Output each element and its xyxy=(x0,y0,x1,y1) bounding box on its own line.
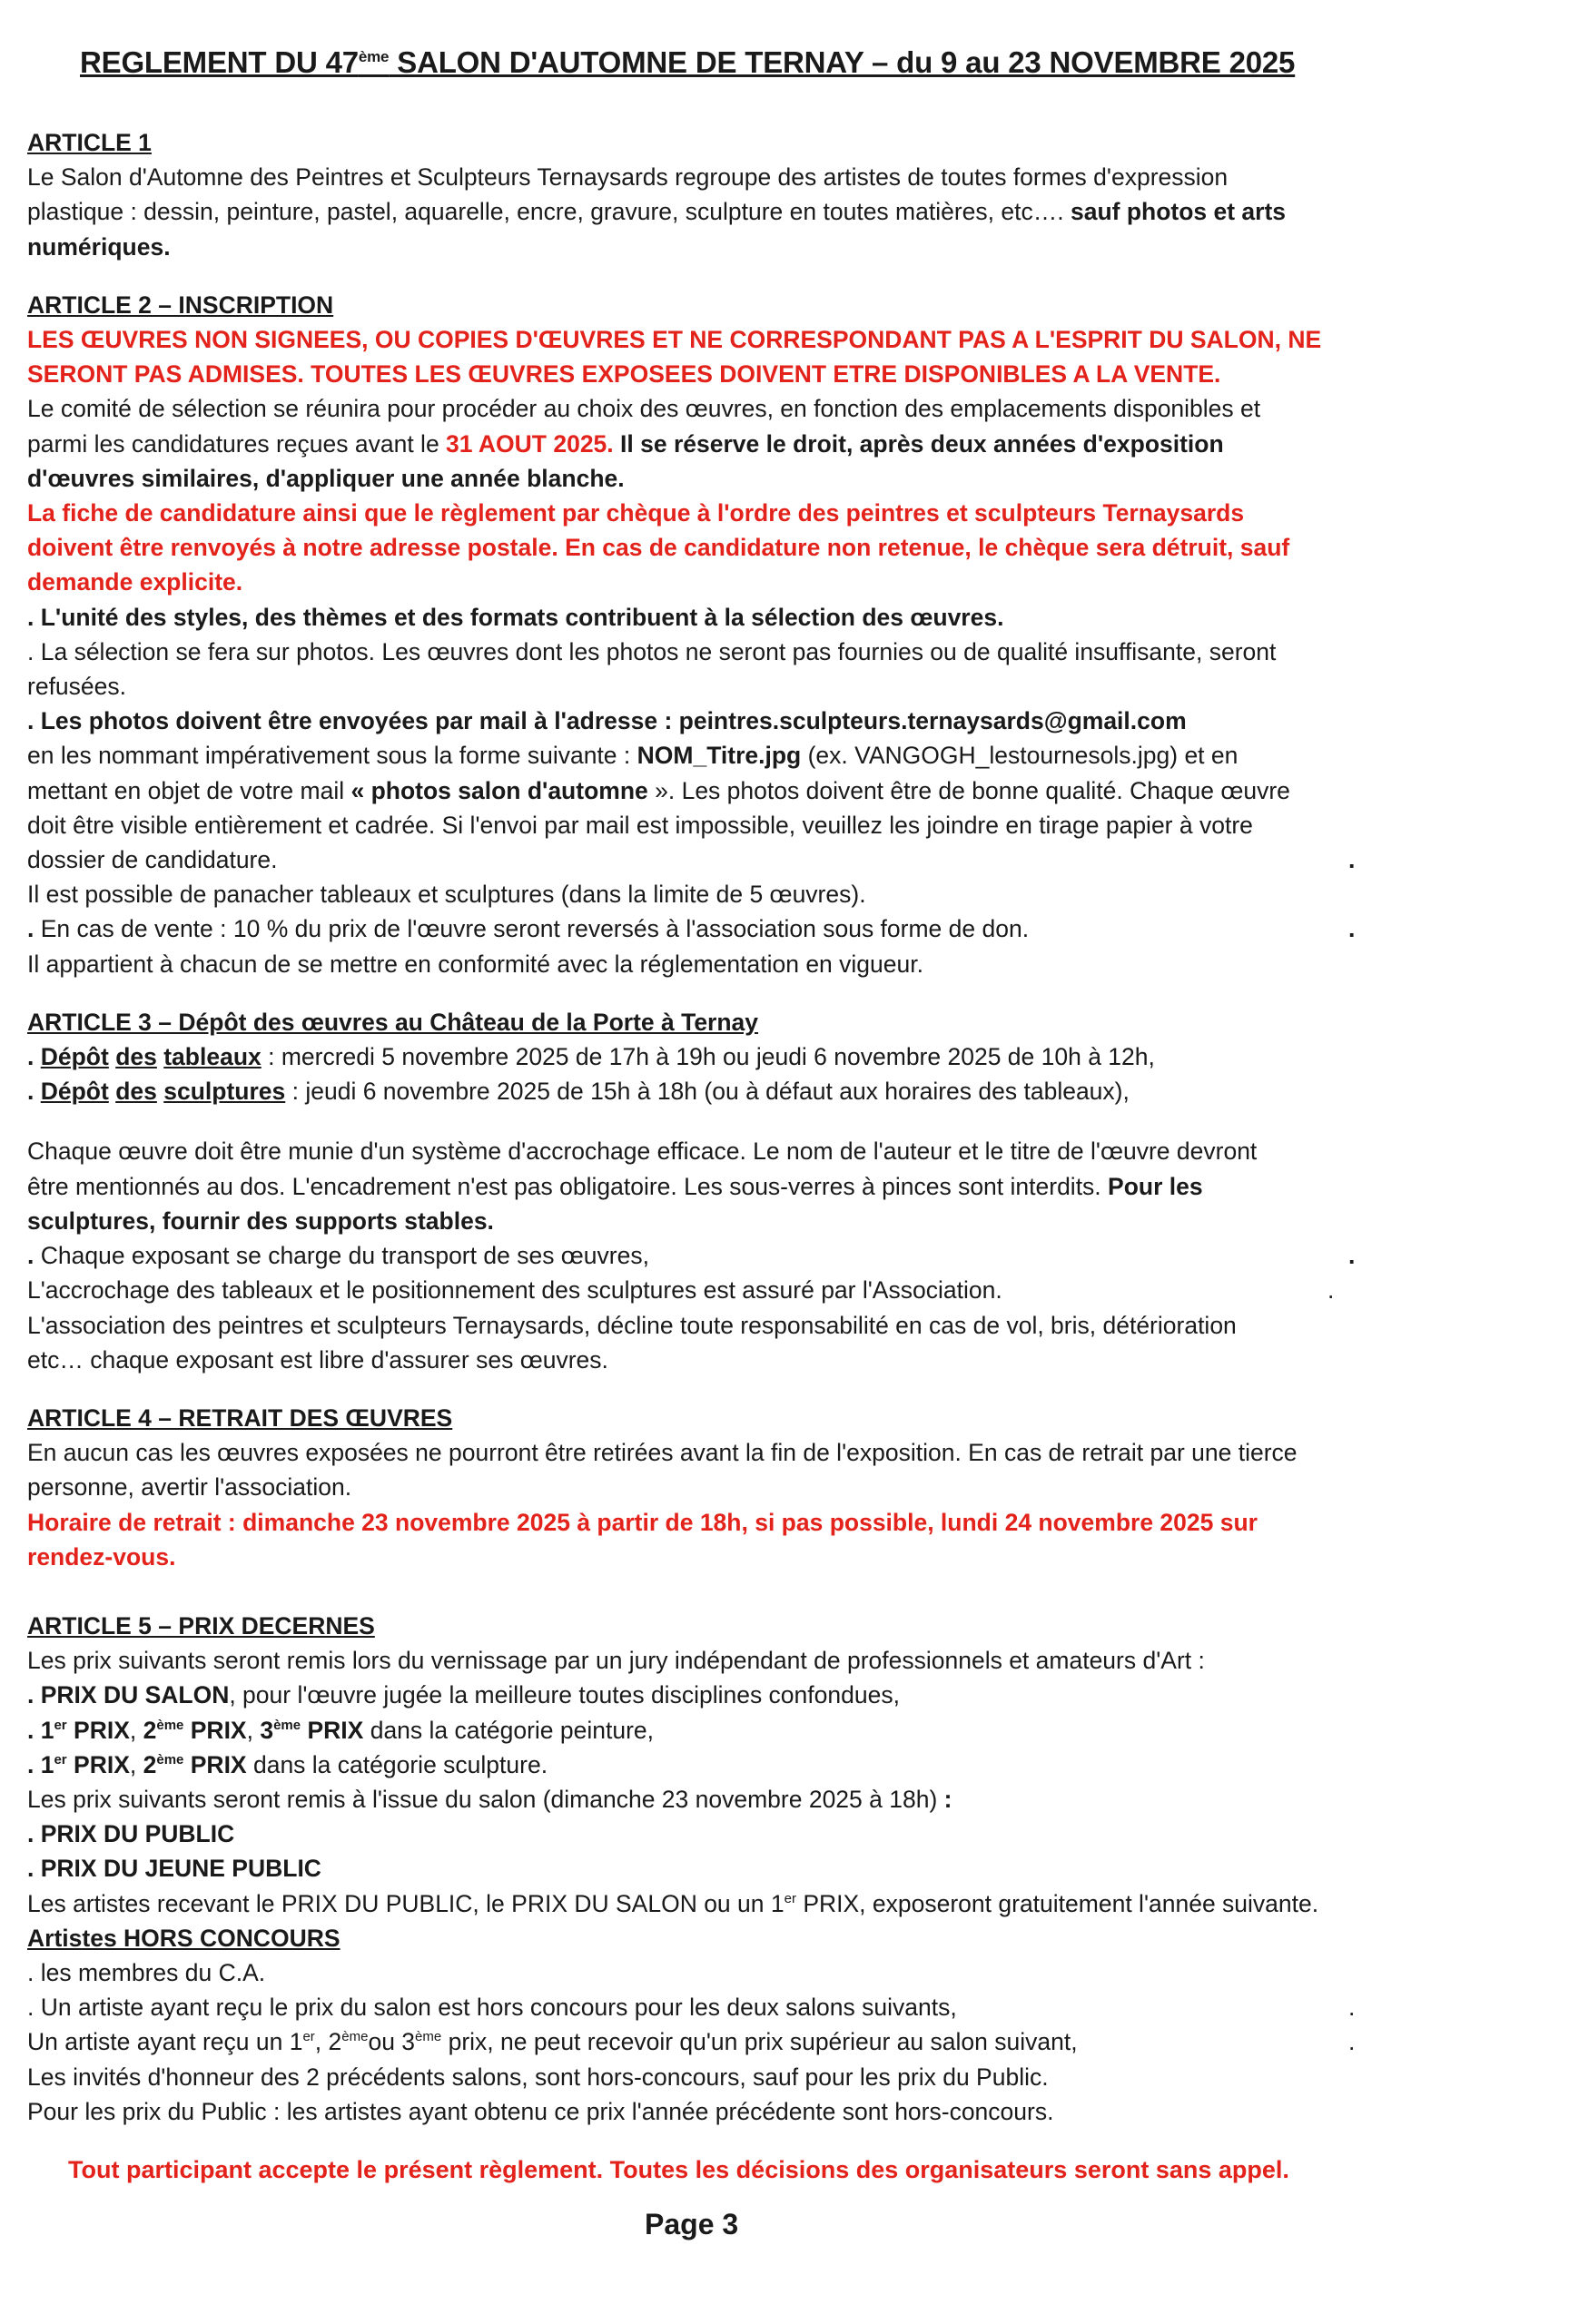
article-4-warning: rendez-vous. xyxy=(27,1542,176,1571)
article-2-warning: SERONT PAS ADMISES. TOUTES LES ŒUVRES EXPOSEES DOIVENT ETRE DISPONIBLES A LA VENTE. xyxy=(27,360,1221,389)
regulation-body xyxy=(27,125,1371,2129)
article-2-text: parmi les candidatures reçues avant le 31 AOUT 2025. Il se réserve le droit, après deux années d'exposition xyxy=(27,429,1224,458)
article-5-text: Les prix suivants seront remis à l'issue du salon (dimanche 23 novembre 2025 à 18h) : xyxy=(27,1785,952,1813)
title-text-rest: SALON D'AUTOMNE DE TERNAY – du 9 au 23 NOVEMBRE 2025 xyxy=(389,45,1296,79)
article-2-text: Il est possible de panacher tableaux et sculptures (dans la limite de 5 œuvres). xyxy=(27,881,866,909)
article-5-text: Pour les prix du Public : les artistes ayant obtenu ce prix l'année précédente sont hors-concours. xyxy=(27,2097,1054,2125)
title-superscript: ème xyxy=(358,48,390,65)
article-5-prize: . PRIX DU PUBLIC xyxy=(27,1820,235,1848)
article-5-prize: . 1er PRIX, 2ème PRIX, 3ème PRIX dans la catégorie peinture, xyxy=(27,1716,655,1744)
article-5-heading: ARTICLE 5 – PRIX DECERNES xyxy=(27,1611,375,1640)
article-2-heading: ARTICLE 2 – INSCRIPTION xyxy=(27,290,334,319)
article-5-text: Les invités d'honneur des 2 précédents salons, sont hors-concours, sauf pour les prix du Public. xyxy=(27,2063,1049,2091)
article-2-text: Il appartient à chacun de se mettre en conformité avec la réglementation en vigueur. xyxy=(27,950,923,978)
article-2-text: doit être visible entièrement et cadrée. Si l'envoi par mail est impossible, veuillez les joindre en tirage papier à votre xyxy=(27,811,1253,839)
article-5-prize: . 1er PRIX, 2ème PRIX dans la catégorie sculpture. xyxy=(27,1750,548,1778)
article-5-text: Les prix suivants seront remis lors du vernissage par un jury indépendant de professionnels et amateurs d'Art : xyxy=(27,1647,1205,1675)
article-5-text: Un artiste ayant reçu un 1er, 2èmeou 3ème prix, ne peut recevoir qu'un prix supérieur au salon suivant, . xyxy=(27,2028,1356,2056)
article-3-text: Chaque œuvre doit être munie d'un système d'accrochage efficace. Le nom de l'auteur et le titre de l'œuvre devront xyxy=(27,1137,1258,1166)
article-2-text: . La sélection se fera sur photos. Les œuvres dont les photos ne seront pas fournies ou de qualité insuffisante, seront xyxy=(27,637,1277,665)
article-3-text: etc… chaque exposant est libre d'assurer ses œuvres. xyxy=(27,1345,608,1374)
article-4-text: personne, avertir l'association. xyxy=(27,1473,352,1502)
article-3-text: L'association des peintres et sculpteurs Ternaysards, décline toute responsabilité en cas de vol, bris, détérioration xyxy=(27,1311,1237,1339)
article-3-text: . Chaque exposant se charge du transport de ses œuvres, . xyxy=(27,1242,1356,1270)
article-2-text: mettant en objet de votre mail « photos salon d'automne ». Les photos doivent être de bonne qualité. Chaque œuvre xyxy=(27,776,1290,804)
article-2-warning: LES ŒUVRES NON SIGNEES, OU COPIES D'ŒUVRES ET NE CORRESPONDANT PAS A L'ESPRIT DU SALON, NE xyxy=(27,326,1322,354)
article-4-heading: ARTICLE 4 – RETRAIT DES ŒUVRES xyxy=(27,1403,453,1432)
article-2-email-line: . Les photos doivent être envoyées par mail à l'adresse : peintres.sculpteurs.ternaysards@gmail.com xyxy=(27,707,1187,735)
article-5-prize: . PRIX DU SALON, pour l'œuvre jugée la meilleure toutes disciplines confondues, xyxy=(27,1681,900,1709)
article-5-text: Les artistes recevant le PRIX DU PUBLIC, le PRIX DU SALON ou un 1er PRIX, exposeront gratuitement l'année suivante. xyxy=(27,1889,1319,1917)
article-2-text: . L'unité des styles, des thèmes et des formats contribuent à la sélection des œuvres. xyxy=(27,603,1004,631)
article-2-text: Le comité de sélection se réunira pour procéder au choix des œuvres, en fonction des emplacements disponibles et xyxy=(27,395,1261,423)
article-3-text: L'accrochage des tableaux et le positionnement des sculptures est assuré par l'Association. . xyxy=(27,1276,1335,1305)
article-2-text: en les nommant impérativement sous la forme suivante : NOM_Titre.jpg (ex. VANGOGH_lestournesols.jpg) et en xyxy=(27,742,1239,770)
article-2-warning: doivent être renvoyés à notre adresse postale. En cas de candidature non retenue, le chèque sera détruit, sauf xyxy=(27,534,1290,562)
article-2-warning: La fiche de candidature ainsi que le règlement par chèque à l'ordre des peintres et sculpteurs Ternaysards xyxy=(27,499,1245,527)
article-1-heading: ARTICLE 1 xyxy=(27,129,152,156)
article-3-heading: ARTICLE 3 – Dépôt des œuvres au Château de la Porte à Ternay xyxy=(27,1008,759,1036)
article-2-text: dossier de candidature. . xyxy=(27,846,1356,874)
article-3-deposit-sculptures: . Dépôt des sculptures : jeudi 6 novembre 2025 de 15h à 18h (ou à défaut aux horaires des tableaux), xyxy=(27,1078,1130,1106)
page-title xyxy=(80,45,1295,80)
article-5-subheading: Artistes HORS CONCOURS xyxy=(27,1924,340,1952)
article-3-text: sculptures, fournir des supports stables. xyxy=(27,1206,494,1235)
article-2-text: refusées. xyxy=(27,673,127,701)
article-2-warning: demande explicite. xyxy=(27,568,243,596)
article-5-prize: . PRIX DU JEUNE PUBLIC xyxy=(27,1855,321,1883)
title-text: REGLEMENT DU 47 xyxy=(80,45,359,79)
article-3-deposit-paintings: . Dépôt des tableaux : mercredi 5 novembre 2025 de 17h à 19h ou jeudi 6 novembre 2025 de 10h à 12h, xyxy=(27,1043,1155,1071)
article-1-text: numériques. xyxy=(27,232,171,261)
footer-notice: Tout participant accepte le présent règlement. Toutes les décisions des organisateurs seront sans appel. xyxy=(68,2156,1289,2183)
article-1-text: Le Salon d'Automne des Peintres et Sculpteurs Ternaysards regroupe des artistes de toutes formes d'expression xyxy=(27,163,1229,192)
page-number: Page 3 xyxy=(645,2208,739,2240)
article-3-text: être mentionnés au dos. L'encadrement n'est pas obligatoire. Les sous-verres à pinces sont interdits. Pour les xyxy=(27,1172,1203,1200)
article-5-text: . les membres du C.A. xyxy=(27,1958,266,1986)
article-1-text: plastique : dessin, peinture, pastel, aquarelle, encre, gravure, sculpture en toutes matières, etc…. sauf photos et arts xyxy=(27,198,1287,226)
article-4-text: En aucun cas les œuvres exposées ne pourront être retirées avant la fin de l'exposition. En cas de retrait par une tierce xyxy=(27,1439,1298,1467)
article-4-warning: Horaire de retrait : dimanche 23 novembre 2025 à partir de 18h, si pas possible, lundi 24 novembre 2025 sur xyxy=(27,1508,1258,1536)
article-2-text: . En cas de vente : 10 % du prix de l'œuvre seront reversés à l'association sous forme de don. . xyxy=(27,915,1356,943)
article-5-text: . Un artiste ayant reçu le prix du salon est hors concours pour les deux salons suivants, . xyxy=(27,1994,1356,2022)
article-2-text: d'œuvres similaires, d'appliquer une année blanche. xyxy=(27,464,625,492)
